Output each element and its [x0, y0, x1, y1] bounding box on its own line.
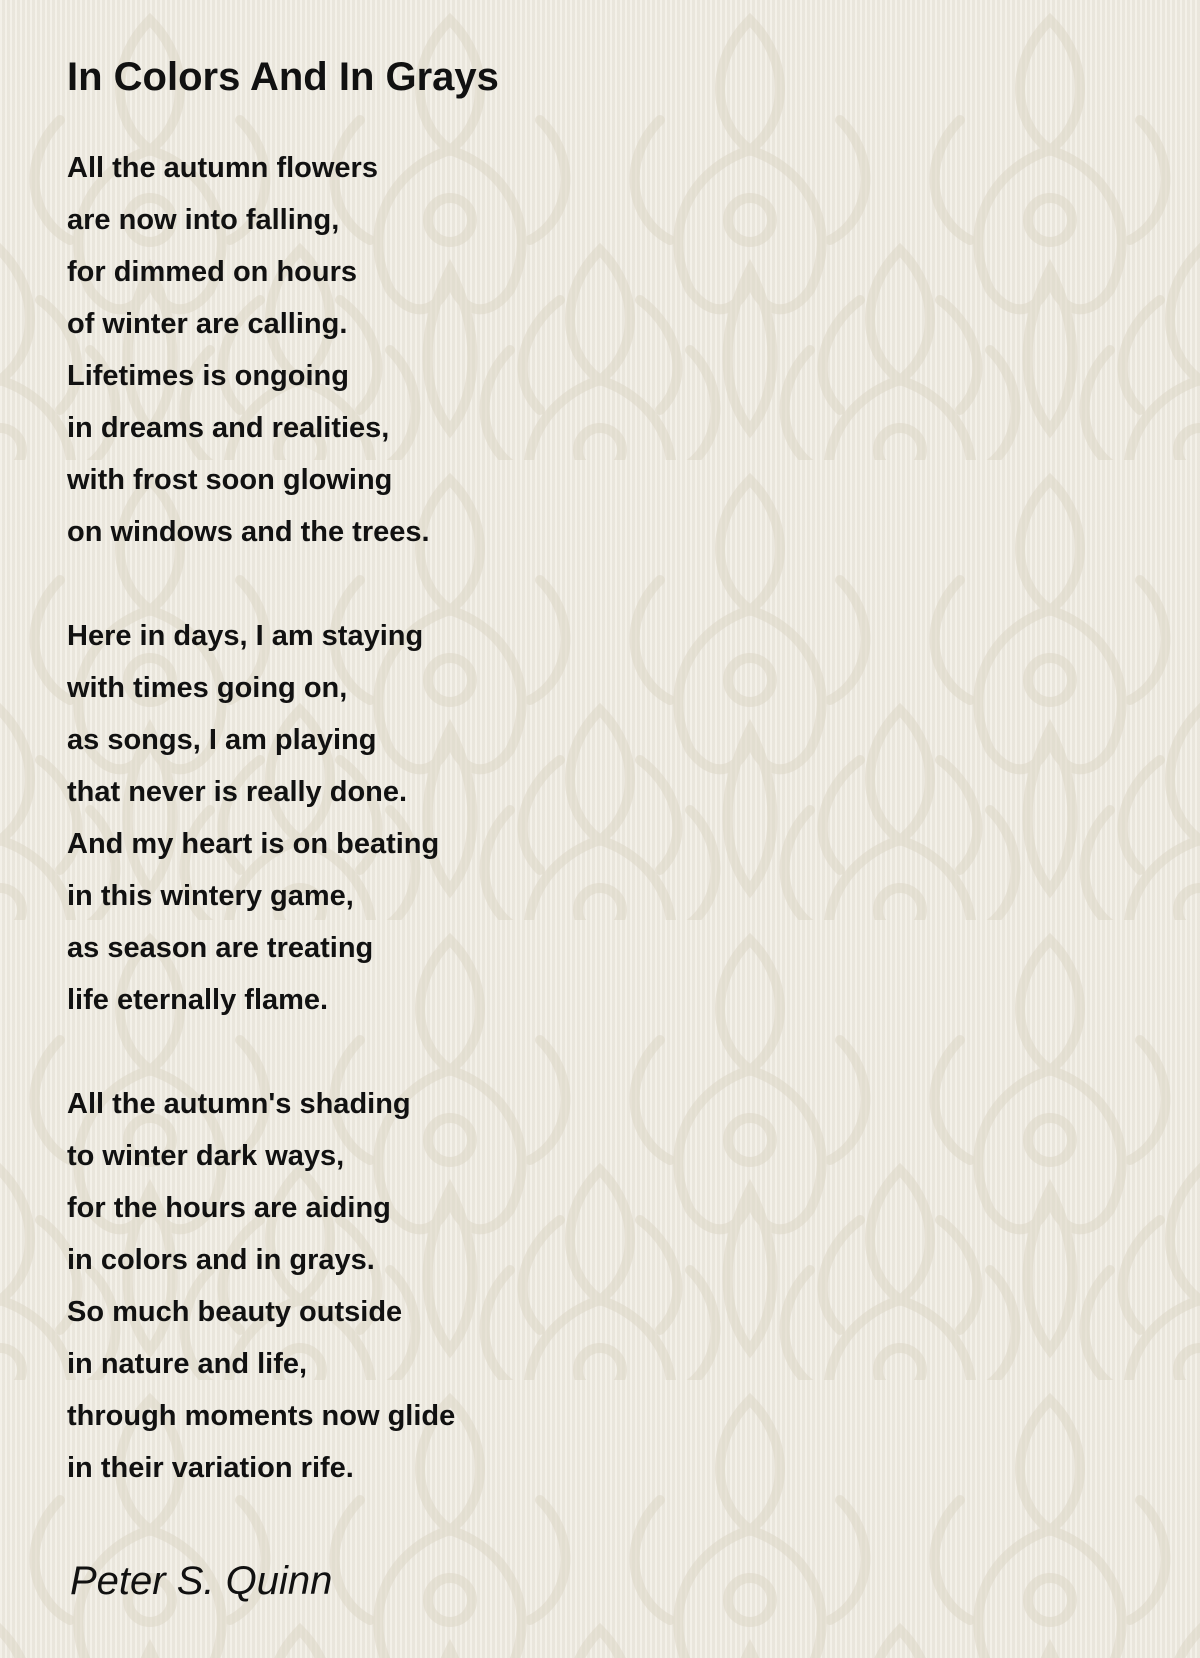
poem-line: in their variation rife. [67, 1452, 354, 1484]
poem-line: with times going on, [67, 672, 348, 704]
poem-title: In Colors And In Grays [67, 55, 499, 99]
poem-line: All the autumn's shading [67, 1088, 411, 1120]
poem-line: for the hours are aiding [67, 1192, 391, 1224]
poem-line: as songs, I am playing [67, 724, 377, 756]
poem-container [67, 50, 1127, 1546]
poem-line: on windows and the trees. [67, 516, 430, 548]
poem-line: in this wintery game, [67, 880, 354, 912]
poem-body [67, 142, 1127, 1494]
poem-line: as season are treating [67, 932, 374, 964]
poem-line: All the autumn flowers [67, 152, 378, 184]
poem-line: in nature and life, [67, 1348, 308, 1380]
poem-line: in colors and in grays. [67, 1244, 375, 1276]
poem-line: Here in days, I am staying [67, 620, 424, 652]
stanza-1 [67, 142, 1127, 558]
poem-line: for dimmed on hours [67, 256, 357, 288]
stanza-3 [67, 1078, 1127, 1494]
stanza-2 [67, 610, 1127, 1026]
poem-line: with frost soon glowing [67, 464, 393, 496]
poem-line: that never is really done. [67, 776, 408, 808]
poem-author: Peter S. Quinn [70, 1559, 333, 1603]
poem-line: are now into falling, [67, 204, 340, 236]
poem-line: Lifetimes is ongoing [67, 360, 349, 392]
poem-line: life eternally flame. [67, 984, 329, 1016]
poem-line: And my heart is on beating [67, 828, 440, 860]
poem-line: of winter are calling. [67, 308, 348, 340]
poem-line: in dreams and realities, [67, 412, 390, 444]
poem-line: to winter dark ways, [67, 1140, 345, 1172]
poem-line: So much beauty outside [67, 1296, 403, 1328]
poem-line: through moments now glide [67, 1400, 456, 1432]
